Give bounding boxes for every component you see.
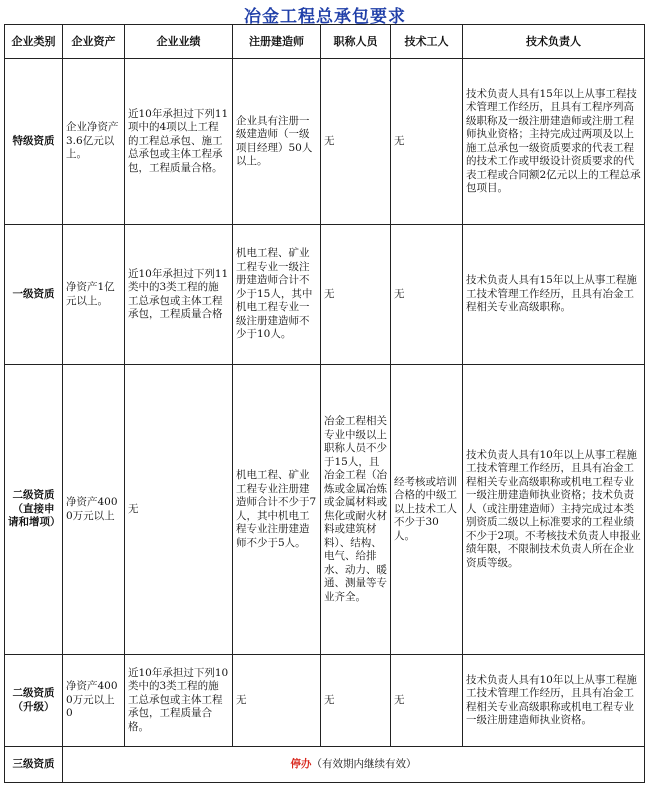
status-cell xyxy=(63,747,645,783)
status-note: （有效期内继续有效） xyxy=(311,757,417,770)
performance-cell: 近10年承担过下列11类中的3类工程的施工总承包或主体工程承包，工程质量合格 xyxy=(125,225,233,365)
tech-lead-cell: 技术负责人具有15年以上从事工程施工技术管理工作经历，且具有冶金工程相关专业高级职称。 xyxy=(463,225,645,365)
table-row xyxy=(5,655,645,747)
header-assets: 企业资产 xyxy=(63,25,125,59)
registered-builder-cell: 企业具有注册一级建造师（一级项目经理）50人以上。 xyxy=(233,59,321,225)
technicians-cell: 经考核或培训合格的中级工以上技术工人不少于30人。 xyxy=(391,365,463,655)
qualification-table xyxy=(4,24,645,783)
performance-cell: 近10年承担过下列11项中的4项以上工程的工程总承包、施工总承包或主体工程承包，工程质量合格。 xyxy=(125,59,233,225)
technicians-cell: 无 xyxy=(391,59,463,225)
table-row xyxy=(5,365,645,655)
assets-cell: 净资产1亿元以上。 xyxy=(63,225,125,365)
table-row xyxy=(5,747,645,783)
level-cell: 三级资质 xyxy=(5,747,63,783)
header-technicians: 技术工人 xyxy=(391,25,463,59)
registered-builder-cell: 机电工程、矿业工程专业注册建造师合计不少于7人，其中机电工程专业注册建造师不少于5人。 xyxy=(233,365,321,655)
header-titled-staff: 职称人员 xyxy=(321,25,391,59)
performance-cell: 近10年承担过下列10类中的3类工程的施工总承包或主体工程承包，工程质量合格。 xyxy=(125,655,233,747)
titled-staff-cell: 无 xyxy=(321,655,391,747)
titled-staff-cell: 无 xyxy=(321,225,391,365)
assets-cell: 净资产4000万元以上0 xyxy=(63,655,125,747)
tech-lead-cell: 技术负责人具有10年以上从事工程施工技术管理工作经历，且具有冶金工程相关专业高级职称或机电工程专业一级注册建造师执业资格。 xyxy=(463,655,645,747)
level-cell: 特级资质 xyxy=(5,59,63,225)
assets-cell: 企业净资产3.6亿元以上。 xyxy=(63,59,125,225)
header-tech-lead: 技术负责人 xyxy=(463,25,645,59)
level-cell: 二级资质（直接申请和增项） xyxy=(5,365,63,655)
level-cell: 二级资质（升级） xyxy=(5,655,63,747)
titled-staff-cell: 无 xyxy=(321,59,391,225)
assets-cell: 净资产4000万元以上 xyxy=(63,365,125,655)
header-row xyxy=(5,25,645,59)
tech-lead-cell: 技术负责人具有15年以上从事工程技术管理工作经历，且具有工程序列高级职称及一级注册建造师或注册工程师执业资格；主持完成过两项及以上施工总承包一级资质要求的代表工程的技术工作或甲级设计资质要求的代表工程或合同额2亿元以上的工程总承包项目。 xyxy=(463,59,645,225)
header-registered-builder: 注册建造师 xyxy=(233,25,321,59)
titled-staff-cell: 冶金工程相关专业中级以上职称人员不少于15人，且冶金工程（冶炼或金属冶炼或金属材料或焦化或耐火材料或建筑材料）、结构、电气、给排水、动力、暖通、测量等专业齐全。 xyxy=(321,365,391,655)
table-row xyxy=(5,59,645,225)
technicians-cell: 无 xyxy=(391,225,463,365)
table-row xyxy=(5,225,645,365)
tech-lead-cell: 技术负责人具有10年以上从事工程施工技术管理工作经历，且具有冶金工程相关专业高级职称或机电工程专业一级注册建造师执业资格；技术负责人（或注册建造师）主持完成过本类别资质二级以上标准要求的工程业绩不少于2项。不考核技术负责人申报业绩年限，不限制技术负责人所在企业资质等级。 xyxy=(463,365,645,655)
header-performance: 企业业绩 xyxy=(125,25,233,59)
performance-cell: 无 xyxy=(125,365,233,655)
document-title: 冶金工程总承包要求 xyxy=(244,7,406,27)
registered-builder-cell: 机电工程、矿业工程专业一级注册建造师合计不少于15人，其中机电工程专业一级注册建造师不少于10人。 xyxy=(233,225,321,365)
status-paused: 停办 xyxy=(290,757,312,770)
header-category: 企业类别 xyxy=(5,25,63,59)
technicians-cell: 无 xyxy=(391,655,463,747)
registered-builder-cell: 无 xyxy=(233,655,321,747)
level-cell: 一级资质 xyxy=(5,225,63,365)
